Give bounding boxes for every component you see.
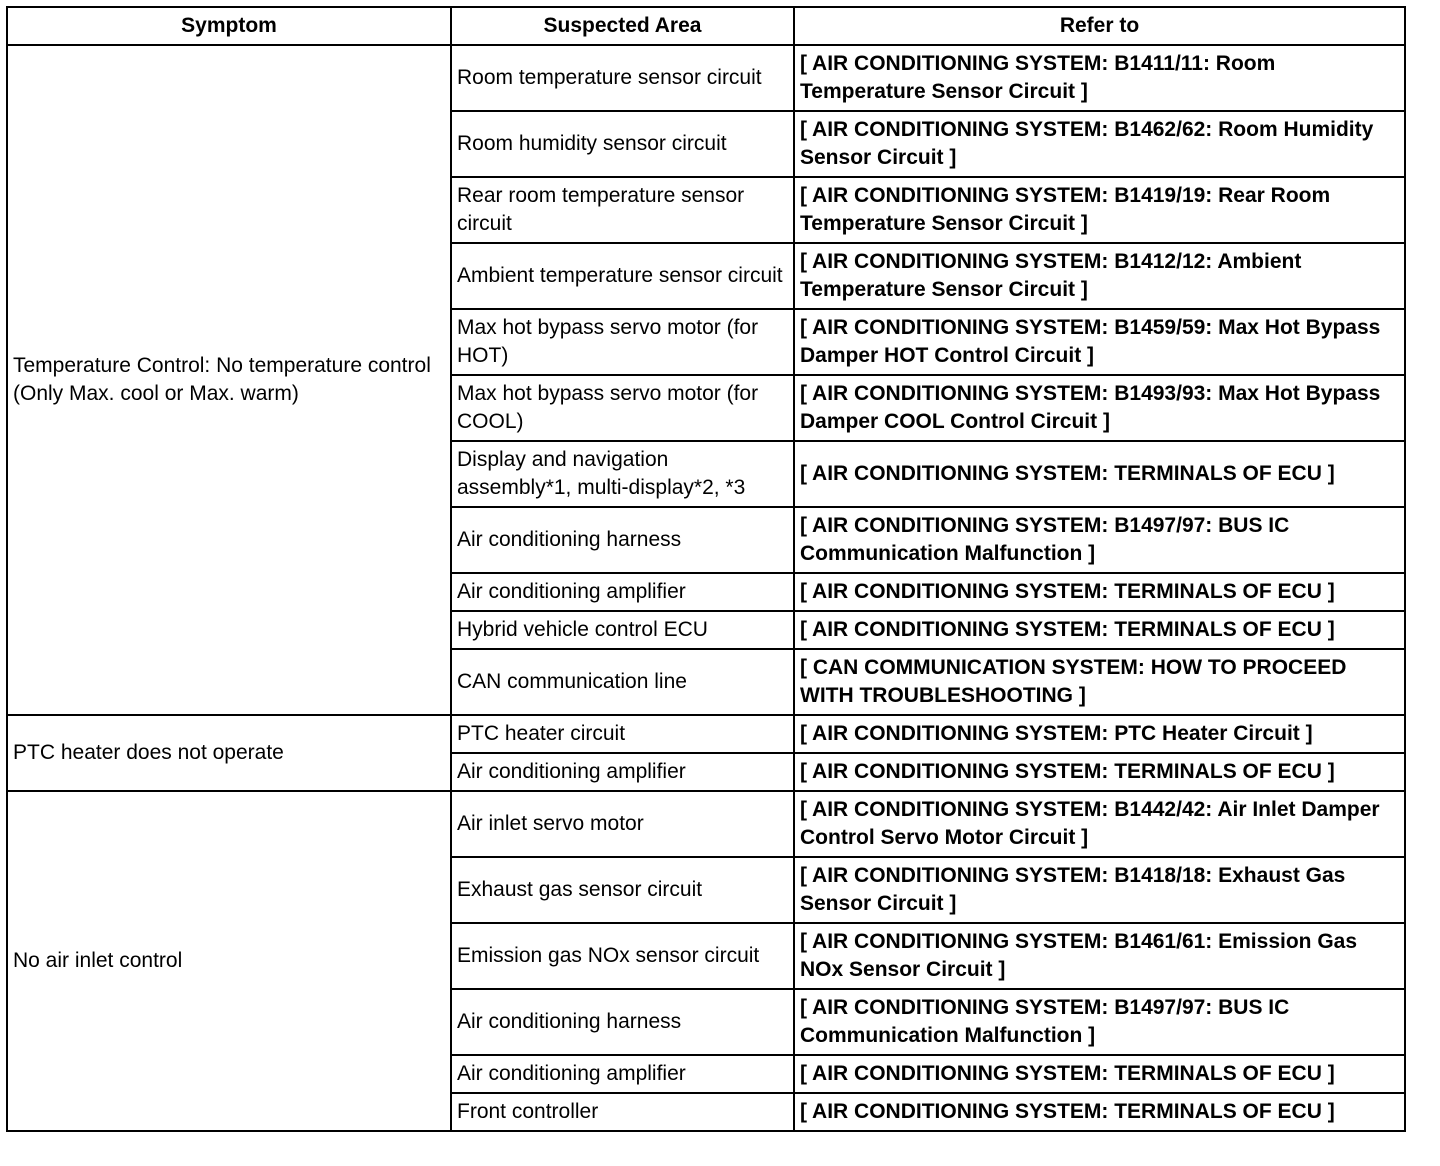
suspected-area-cell: CAN communication line xyxy=(451,649,794,715)
refer-to-link[interactable]: [ AIR CONDITIONING SYSTEM: B1411/11: Room Temperature Sensor Circuit ] xyxy=(794,45,1405,111)
suspected-area-cell: Air conditioning harness xyxy=(451,989,794,1055)
suspected-area-cell: Air conditioning amplifier xyxy=(451,753,794,791)
refer-to-link[interactable]: [ AIR CONDITIONING SYSTEM: TERMINALS OF ECU ] xyxy=(794,1055,1405,1093)
suspected-area-cell: Max hot bypass servo motor (for HOT) xyxy=(451,309,794,375)
refer-to-link[interactable]: [ AIR CONDITIONING SYSTEM: B1462/62: Room Humidity Sensor Circuit ] xyxy=(794,111,1405,177)
refer-to-link[interactable]: [ AIR CONDITIONING SYSTEM: B1442/42: Air Inlet Damper Control Servo Motor Circuit ] xyxy=(794,791,1405,857)
suspected-area-cell: Air conditioning harness xyxy=(451,507,794,573)
refer-to-link[interactable]: [ AIR CONDITIONING SYSTEM: B1497/97: BUS IC Communication Malfunction ] xyxy=(794,507,1405,573)
refer-to-link[interactable]: [ AIR CONDITIONING SYSTEM: TERMINALS OF ECU ] xyxy=(794,611,1405,649)
suspected-area-cell: Hybrid vehicle control ECU xyxy=(451,611,794,649)
refer-to-link[interactable]: [ AIR CONDITIONING SYSTEM: B1418/18: Exhaust Gas Sensor Circuit ] xyxy=(794,857,1405,923)
suspected-area-cell: Air conditioning amplifier xyxy=(451,1055,794,1093)
symptom-cell: Temperature Control: No temperature control (Only Max. cool or Max. warm) xyxy=(7,45,451,715)
suspected-area-cell: Max hot bypass servo motor (for COOL) xyxy=(451,375,794,441)
refer-to-link[interactable]: [ AIR CONDITIONING SYSTEM: TERMINALS OF ECU ] xyxy=(794,441,1405,507)
refer-to-link[interactable]: [ AIR CONDITIONING SYSTEM: PTC Heater Circuit ] xyxy=(794,715,1405,753)
suspected-area-cell: Rear room temperature sensor circuit xyxy=(451,177,794,243)
refer-to-link[interactable]: [ AIR CONDITIONING SYSTEM: B1493/93: Max Hot Bypass Damper COOL Control Circuit ] xyxy=(794,375,1405,441)
suspected-area-cell: Room temperature sensor circuit xyxy=(451,45,794,111)
header-refer-to: Refer to xyxy=(794,7,1405,45)
table-row xyxy=(7,45,1405,111)
refer-to-link[interactable]: [ AIR CONDITIONING SYSTEM: B1412/12: Ambient Temperature Sensor Circuit ] xyxy=(794,243,1405,309)
header-row xyxy=(7,7,1405,45)
refer-to-link[interactable]: [ AIR CONDITIONING SYSTEM: B1461/61: Emission Gas NOx Sensor Circuit ] xyxy=(794,923,1405,989)
refer-to-link[interactable]: [ AIR CONDITIONING SYSTEM: TERMINALS OF ECU ] xyxy=(794,573,1405,611)
refer-to-link[interactable]: [ AIR CONDITIONING SYSTEM: TERMINALS OF ECU ] xyxy=(794,1093,1405,1131)
symptom-cell: No air inlet control xyxy=(7,791,451,1131)
header-suspected-area: Suspected Area xyxy=(451,7,794,45)
refer-to-link[interactable]: [ AIR CONDITIONING SYSTEM: B1419/19: Rear Room Temperature Sensor Circuit ] xyxy=(794,177,1405,243)
table-row xyxy=(7,791,1405,857)
troubleshooting-table xyxy=(6,6,1406,1132)
refer-to-link[interactable]: [ CAN COMMUNICATION SYSTEM: HOW TO PROCEED WITH TROUBLESHOOTING ] xyxy=(794,649,1405,715)
refer-to-link[interactable]: [ AIR CONDITIONING SYSTEM: B1497/97: BUS IC Communication Malfunction ] xyxy=(794,989,1405,1055)
header-symptom: Symptom xyxy=(7,7,451,45)
suspected-area-cell: Air conditioning amplifier xyxy=(451,573,794,611)
suspected-area-cell: Room humidity sensor circuit xyxy=(451,111,794,177)
suspected-area-cell: PTC heater circuit xyxy=(451,715,794,753)
table-row xyxy=(7,715,1405,753)
suspected-area-cell: Air inlet servo motor xyxy=(451,791,794,857)
suspected-area-cell: Emission gas NOx sensor circuit xyxy=(451,923,794,989)
suspected-area-cell: Exhaust gas sensor circuit xyxy=(451,857,794,923)
troubleshooting-table-wrapper xyxy=(6,6,1406,1132)
refer-to-link[interactable]: [ AIR CONDITIONING SYSTEM: B1459/59: Max Hot Bypass Damper HOT Control Circuit ] xyxy=(794,309,1405,375)
suspected-area-cell: Ambient temperature sensor circuit xyxy=(451,243,794,309)
refer-to-link[interactable]: [ AIR CONDITIONING SYSTEM: TERMINALS OF ECU ] xyxy=(794,753,1405,791)
suspected-area-cell: Front controller xyxy=(451,1093,794,1131)
suspected-area-cell: Display and navigation assembly*1, multi-display*2, *3 xyxy=(451,441,794,507)
symptom-cell: PTC heater does not operate xyxy=(7,715,451,791)
